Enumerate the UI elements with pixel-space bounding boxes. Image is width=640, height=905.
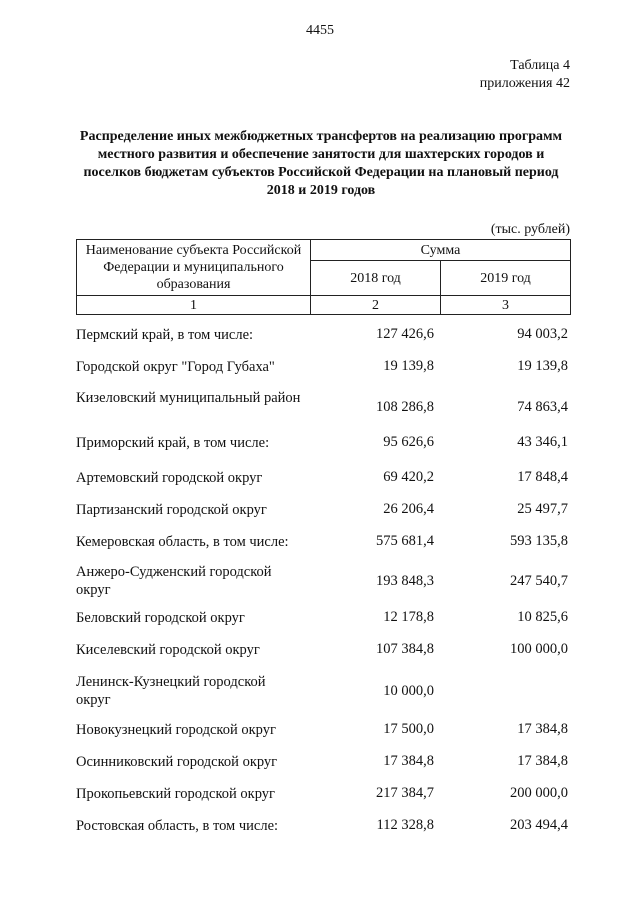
row-value-2019: 10 825,6 <box>517 609 568 625</box>
table-reference <box>480 57 570 93</box>
table-label: Таблица 4 <box>510 58 570 73</box>
row-value-2018: 127 426,6 <box>376 326 434 342</box>
appendix-label: приложения 42 <box>479 76 570 91</box>
row-name: Городской округ "Город Губаха" <box>76 359 275 375</box>
header-sum: Сумма <box>311 240 571 261</box>
row-value-2018: 108 286,8 <box>376 399 434 415</box>
row-value-2018: 12 178,8 <box>383 609 434 625</box>
row-value-2019: 247 540,7 <box>510 573 568 589</box>
row-value-2018: 107 384,8 <box>376 641 434 657</box>
row-value-2019: 74 863,4 <box>517 399 568 415</box>
header-column-number-1: 1 <box>77 296 311 315</box>
row-value-2018: 217 384,7 <box>376 785 434 801</box>
row-value-2018: 112 328,8 <box>376 817 434 833</box>
row-value-2018: 17 384,8 <box>383 753 434 769</box>
row-name: Ленинск-Кузнецкий городской округ <box>76 674 266 708</box>
row-value-2019: 17 384,8 <box>517 721 568 737</box>
row-name: Ростовская область, в том числе: <box>76 818 279 834</box>
row-value-2018: 17 500,0 <box>383 721 434 737</box>
row-name: Беловский городской округ <box>76 610 245 626</box>
row-name: Пермский край, в том числе: <box>76 327 254 343</box>
document-title: Распределение иных межбюджетных трансфертов на реализацию программ местного развития и обеспечение занятости для шахтерских городов и поселков бюджетам субъектов Российской Федерации на плановый период 2018 и 2019 годов <box>79 129 563 198</box>
row-name: Партизанский городской округ <box>76 502 267 518</box>
row-value-2018: 10 000,0 <box>383 683 434 699</box>
row-value-2019: 593 135,8 <box>510 533 568 549</box>
header-name-column: Наименование субъекта Российской Федерации и муниципального образования <box>77 240 311 296</box>
row-name: Прокопьевский городской округ <box>76 786 275 802</box>
row-name: Осинниковский городской округ <box>76 754 278 770</box>
row-value-2019: 25 497,7 <box>517 501 568 517</box>
row-name: Киселевский городской округ <box>76 642 260 658</box>
units-note: (тыс. рублей) <box>490 222 570 237</box>
row-value-2018: 193 848,3 <box>376 573 434 589</box>
table-header <box>76 239 571 315</box>
row-name: Приморский край, в том числе: <box>76 435 270 451</box>
row-value-2019: 43 346,1 <box>517 434 568 450</box>
row-value-2018: 575 681,4 <box>376 533 434 549</box>
row-name: Кемеровская область, в том числе: <box>76 534 289 550</box>
row-value-2018: 26 206,4 <box>383 501 434 517</box>
row-value-2018: 19 139,8 <box>383 358 434 374</box>
row-value-2019: 94 003,2 <box>517 326 568 342</box>
header-2018: 2018 год <box>311 261 441 296</box>
row-value-2019: 200 000,0 <box>510 785 568 801</box>
row-value-2019: 203 494,4 <box>510 817 568 833</box>
row-name: Анжеро-Судженский городской округ <box>76 564 272 598</box>
header-column-number-3: 3 <box>441 296 571 315</box>
row-value-2019: 17 848,4 <box>517 469 568 485</box>
row-name: Артемовский городской округ <box>76 470 263 486</box>
page-number: 4455 <box>306 23 334 38</box>
row-name: Кизеловский муниципальный район <box>76 390 301 406</box>
row-value-2018: 69 420,2 <box>383 469 434 485</box>
header-column-number-2: 2 <box>311 296 441 315</box>
header-2019: 2019 год <box>441 261 571 296</box>
row-value-2019: 100 000,0 <box>510 641 568 657</box>
row-name: Новокузнецкий городской округ <box>76 722 276 738</box>
row-value-2019: 19 139,8 <box>517 358 568 374</box>
row-value-2019: 17 384,8 <box>517 753 568 769</box>
row-value-2018: 95 626,6 <box>383 434 434 450</box>
